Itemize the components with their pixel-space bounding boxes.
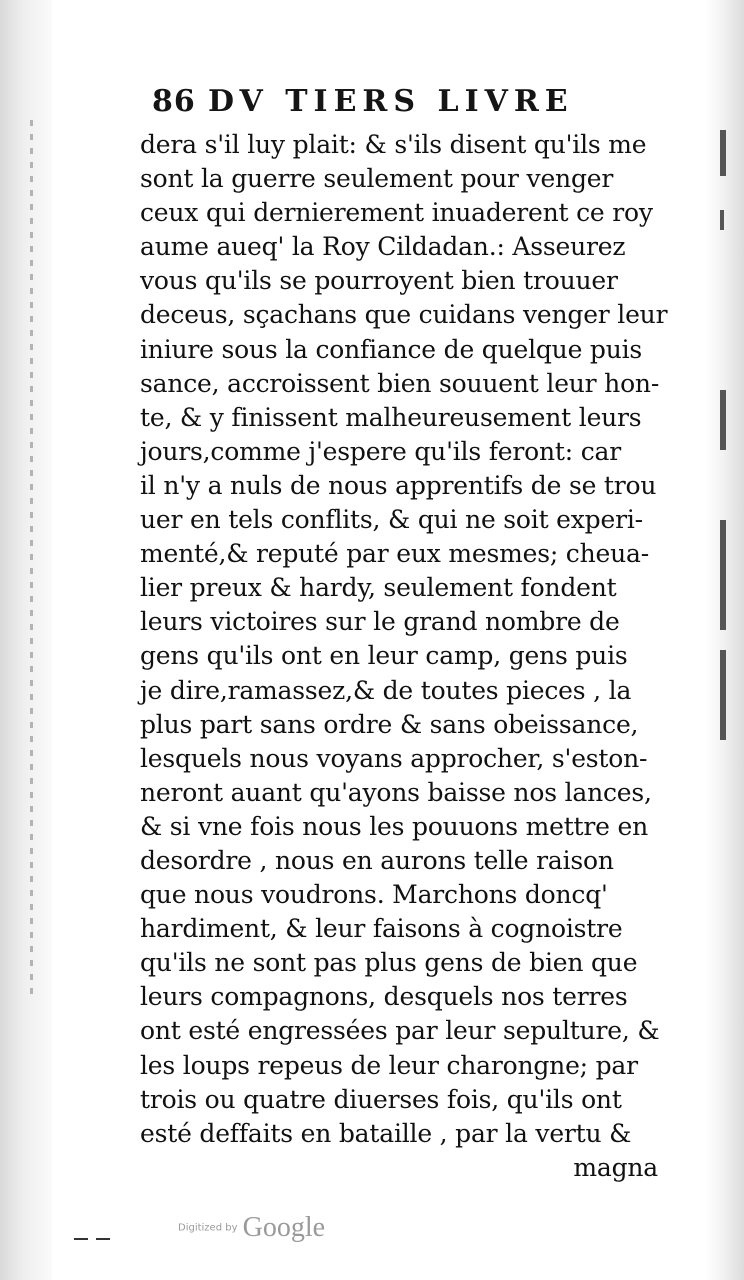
text-line: vous qu'ils se pourroyent bien trouuer — [140, 266, 618, 296]
running-title: DV TIERS LIVRE — [208, 84, 574, 119]
text-line: deceus, sçachans que cuidans venger leur — [140, 300, 668, 330]
catchword: magna — [573, 1152, 658, 1182]
text-line: & si vne fois nous les pouuons mettre en — [140, 811, 648, 841]
text-line: les loups repeus de leur charongne; par — [140, 1050, 638, 1080]
google-logo: Google — [242, 1212, 326, 1243]
text-line: qu'ils ne sont pas plus gens de bien que — [140, 948, 638, 978]
text-line: lier preux & hardy, seulement fondent — [140, 573, 617, 603]
text-line: aume aueq' la Roy Cildadan.: Asseurez — [140, 232, 626, 262]
text-line: plus part sans ordre & sans obeissance, — [140, 709, 639, 739]
text-line: trois ou quatre diuerses fois, qu'ils ont — [140, 1084, 622, 1114]
right-gutter-edge — [706, 0, 744, 1280]
digitization-watermark — [178, 1212, 325, 1242]
text-line: neront auant qu'ayons baisse nos lances, — [140, 777, 652, 807]
text-line: ont esté engressées par leur sepulture, & — [140, 1016, 660, 1046]
text-line: te, & y finissent malheureusement leurs — [140, 402, 642, 432]
text-line: je dire,ramassez,& de toutes pieces , la — [140, 675, 632, 705]
body-text-block — [140, 128, 668, 1185]
text-line: sont la guerre seulement pour venger — [140, 164, 614, 194]
text-line: que nous voudrons. Marchons doncq' — [140, 880, 608, 910]
page-number: 86 — [152, 84, 196, 119]
text-line: desordre , nous en aurons telle raison — [140, 845, 614, 875]
text-line: gens qu'ils ont en leur camp, gens puis — [140, 641, 628, 671]
text-line: uer en tels conflits, & qui ne soit experi- — [140, 505, 643, 535]
text-line: lesquels nous voyans approcher, s'eston- — [140, 743, 648, 773]
text-line: esté deffaits en bataille , par la vertu & — [140, 1118, 632, 1148]
text-line: leurs compagnons, desquels nos terres — [140, 982, 628, 1012]
text-line: il n'y a nuls de nous apprentifs de se trou — [140, 470, 657, 500]
text-line: menté,& reputé par eux mesmes; cheua- — [140, 539, 649, 569]
text-line: iniure sous la confiance de quelque puis — [140, 334, 643, 364]
text-line: ceux qui dernierement inuaderent ce roy — [140, 198, 653, 228]
text-line: jours,comme j'espere qu'ils feront: car — [140, 436, 621, 466]
digitized-by-label: Digitized by — [178, 1222, 238, 1234]
left-gutter-shadow — [0, 0, 52, 1280]
text-line: hardiment, & leur faisons à cognoistre — [140, 914, 623, 944]
margin-tick — [74, 1238, 88, 1240]
running-header — [152, 84, 572, 124]
text-line: leurs victoires sur le grand nombre de — [140, 607, 620, 637]
text-line: sance, accroissent bien souuent leur hon- — [140, 368, 660, 398]
margin-tick — [96, 1238, 110, 1240]
text-line: dera s'il luy plait: & s'ils disent qu'ils me — [140, 130, 647, 159]
